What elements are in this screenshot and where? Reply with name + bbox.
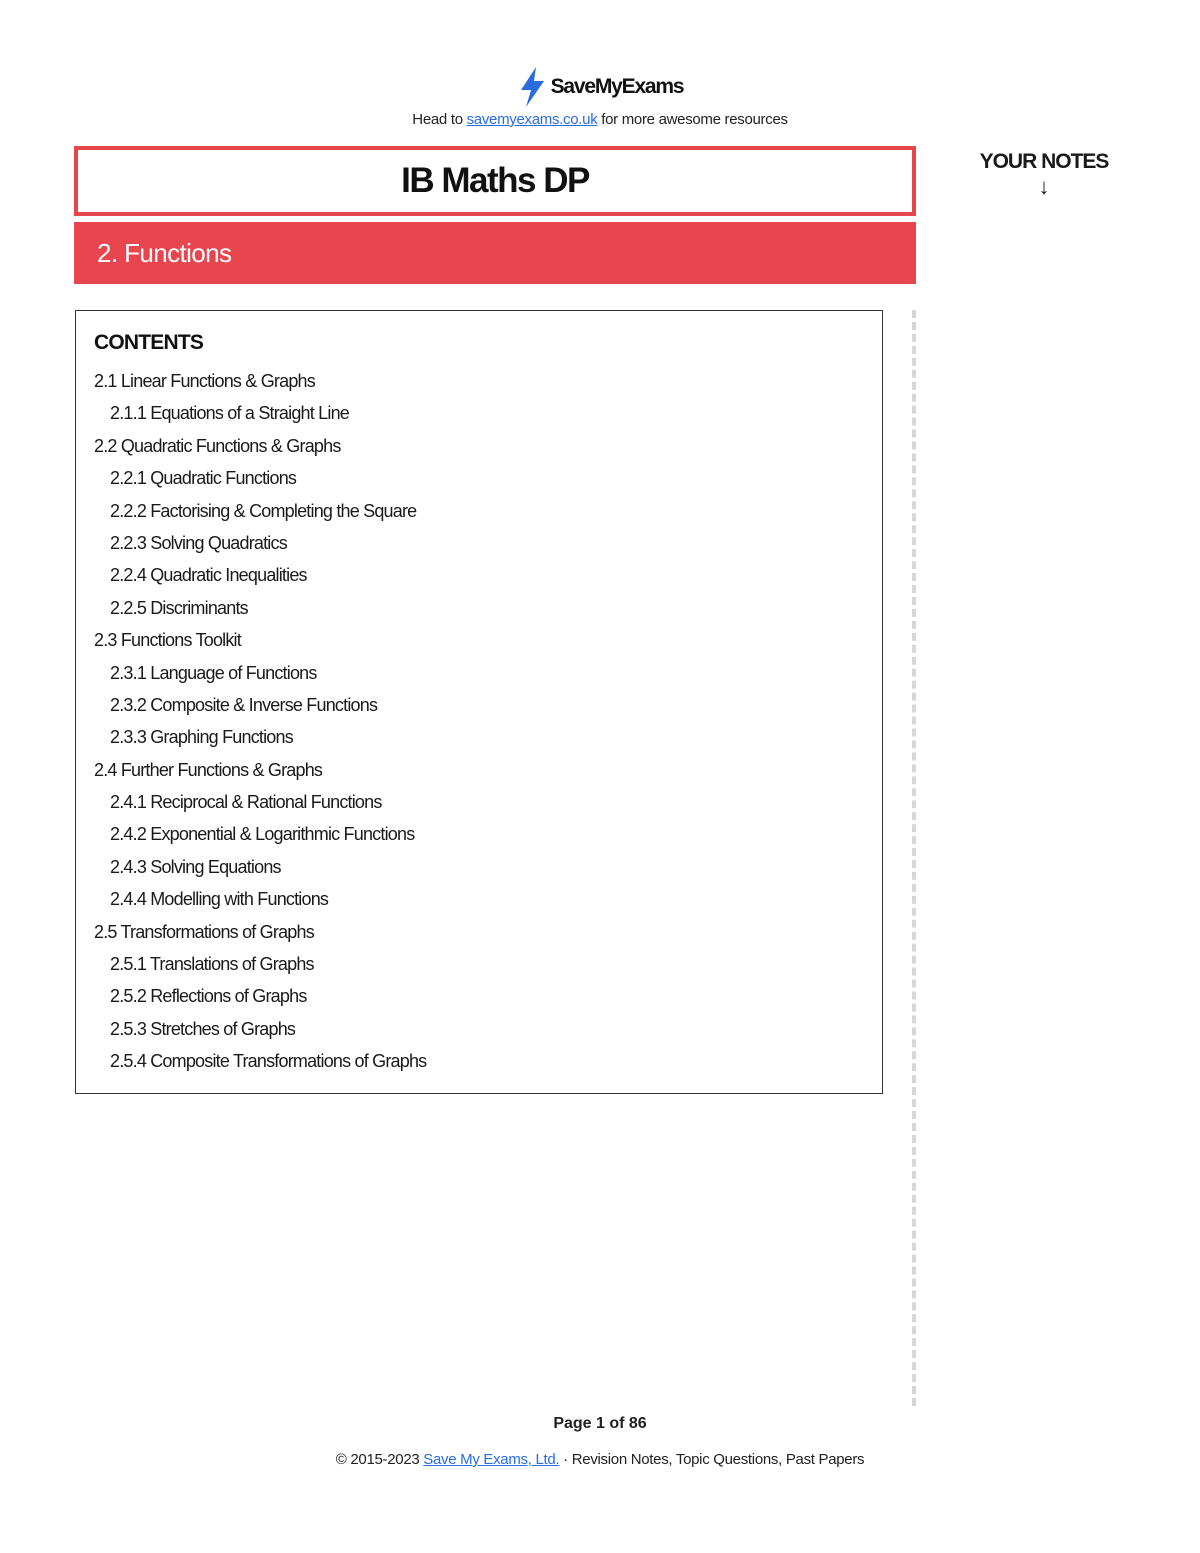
company-link[interactable]: Save My Exams, Ltd. xyxy=(423,1451,560,1468)
your-notes-label: YOUR NOTES xyxy=(979,150,1109,173)
tagline-suffix: for more awesome resources xyxy=(597,111,788,128)
toc-list xyxy=(94,365,426,1078)
toc-subsection-item[interactable]: 2.5.2 Reflections of Graphs xyxy=(110,986,307,1007)
title-box xyxy=(74,146,916,216)
toc-subsection-item[interactable]: 2.4.3 Solving Equations xyxy=(110,856,281,877)
toc-subsection-item[interactable]: 2.4.1 Reciprocal & Rational Functions xyxy=(110,792,382,813)
toc-section-item[interactable]: 2.5 Transformations of Graphs xyxy=(94,921,314,942)
toc-subsection-item[interactable]: 2.4.2 Exponential & Logarithmic Functions xyxy=(110,824,415,845)
section-banner xyxy=(74,222,916,284)
brand-logo[interactable] xyxy=(0,66,1200,108)
toc-section-item[interactable]: 2.3 Functions Toolkit xyxy=(94,630,241,651)
section-title: 2. Functions xyxy=(97,237,232,268)
toc-subsection-item[interactable]: 2.2.3 Solving Quadratics xyxy=(110,532,287,553)
tagline-prefix: Head to xyxy=(412,111,467,128)
copyright xyxy=(0,1451,1200,1468)
toc-subsection-item[interactable]: 2.2.5 Discriminants xyxy=(110,597,248,618)
toc-subsection-item[interactable]: 2.5.1 Translations of Graphs xyxy=(110,954,314,975)
toc-subsection-item[interactable]: 2.3.1 Language of Functions xyxy=(110,662,317,683)
toc-subsection-item[interactable]: 2.2.1 Quadratic Functions xyxy=(110,468,297,489)
toc-subsection-item[interactable]: 2.5.4 Composite Transformations of Graphs xyxy=(110,1051,427,1072)
arrow-down-icon: ↓ xyxy=(1038,174,1050,199)
your-notes xyxy=(960,150,1128,200)
toc-subsection-item[interactable]: 2.3.3 Graphing Functions xyxy=(110,727,293,748)
copyright-prefix: © 2015-2023 xyxy=(335,1451,424,1468)
header-tagline xyxy=(0,111,1200,128)
lightning-bolt-icon xyxy=(517,66,547,108)
copyright-suffix: · Revision Notes, Topic Questions, Past Papers xyxy=(559,1451,865,1468)
contents-box xyxy=(75,310,883,1094)
toc-section-item[interactable]: 2.1 Linear Functions & Graphs xyxy=(94,371,315,391)
toc-subsection-item[interactable]: 2.3.2 Composite & Inverse Functions xyxy=(110,694,378,715)
toc-subsection-item[interactable]: 2.2.2 Factorising & Completing the Square xyxy=(110,500,417,521)
contents-heading: CONTENTS xyxy=(94,331,204,354)
toc-subsection-item[interactable]: 2.2.4 Quadratic Inequalities xyxy=(110,565,307,586)
toc-subsection-item[interactable]: 2.1.1 Equations of a Straight Line xyxy=(110,403,349,424)
notes-divider xyxy=(912,310,916,1406)
toc-subsection-item[interactable]: 2.5.3 Stretches of Graphs xyxy=(110,1018,296,1039)
site-link[interactable]: savemyexams.co.uk xyxy=(466,111,598,128)
page-title: IB Maths DP xyxy=(401,161,589,200)
toc-section-item[interactable]: 2.2 Quadratic Functions & Graphs xyxy=(94,435,341,456)
brand-name: SaveMyExams xyxy=(550,75,684,98)
toc-subsection-item[interactable]: 2.4.4 Modelling with Functions xyxy=(110,889,329,910)
page-number: Page 1 of 86 xyxy=(553,1415,647,1432)
toc-section-item[interactable]: 2.4 Further Functions & Graphs xyxy=(94,759,323,780)
